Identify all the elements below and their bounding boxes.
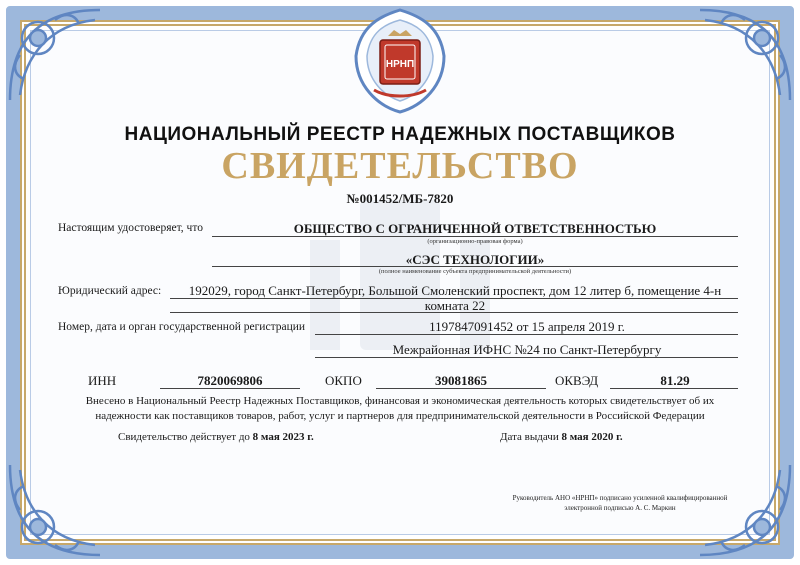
body-text: Внесено в Национальный Реестр Надежных Поставщиков, финансовая и экономическая деятельность которых свидетельствует об их надежности как поставщиков товаров, работ, услуг и партнеров для предпринимательской деятельности в Российской Федерации (85, 395, 715, 422)
company-name-value: «СЭС ТЕХНОЛОГИИ» (405, 252, 545, 267)
okved-value: 81.29 (660, 373, 690, 388)
corner-ornament-icon (0, 0, 120, 110)
registration-authority: Межрайонная ИФНС №24 по Санкт-Петербургу (392, 342, 662, 357)
registry-title: НАЦИОНАЛЬНЫЙ РЕЕСТР НАДЕЖНЫХ ПОСТАВЩИКОВ (124, 124, 676, 145)
address-line1: 192029, город Санкт-Петербург, Большой Смоленский проспект, дом 12 литер б, помещение 4-н (188, 283, 722, 298)
inn-label: ИНН (88, 373, 117, 388)
okved-line (610, 388, 738, 389)
emblem-label: НРНП (385, 59, 415, 70)
address-label: Юридический адрес: (58, 285, 162, 297)
issue-date-value: 8 мая 2020 г. (561, 431, 623, 443)
company-name-hint: (полное наименование субъекта предпринимательской деятельности) (378, 268, 572, 275)
legal-form-hint: (организационно-правовая форма) (427, 238, 523, 245)
okpo-value: 39081865 (435, 373, 487, 388)
valid-until (118, 431, 314, 443)
inn-line (160, 388, 300, 389)
registration-label: Номер, дата и орган государственной регистрации (58, 321, 306, 333)
company-name-line (212, 266, 738, 267)
address-line2-underline (170, 312, 738, 313)
legal-form-value: ОБЩЕСТВО С ОГРАНИЧЕННОЙ ОТВЕТСТВЕННОСТЬЮ (293, 221, 657, 236)
inn-value: 7820069806 (197, 373, 263, 388)
corner-ornament-icon (0, 455, 120, 565)
issue-date (500, 431, 623, 443)
emblem-icon (350, 6, 450, 116)
registration-line (315, 334, 738, 335)
legal-form-line (212, 236, 738, 237)
address-line2: комната 22 (424, 298, 486, 313)
okpo-line (376, 388, 546, 389)
document-title: СВИДЕТЕЛЬСТВО (221, 145, 579, 187)
registration-authority-line (315, 357, 738, 358)
registration-value: 1197847091452 от 15 апреля 2019 г. (429, 319, 625, 334)
issue-date-prefix: Дата выдачи (500, 431, 562, 443)
valid-until-date: 8 мая 2023 г. (252, 431, 314, 443)
okpo-label: ОКПО (325, 373, 362, 388)
signature-note: Руководитель АНО «НРНП» подписано усиленной квалифицированной электронной подписью А. С. Маркин (512, 494, 728, 512)
corner-ornament-icon (680, 0, 800, 110)
okved-label: ОКВЭД (555, 373, 599, 388)
valid-until-prefix: Свидетельство действует до (118, 431, 253, 443)
document-number: №001452/МБ-7820 (346, 191, 454, 206)
certifies-label: Настоящим удостоверяет, что (58, 222, 203, 234)
